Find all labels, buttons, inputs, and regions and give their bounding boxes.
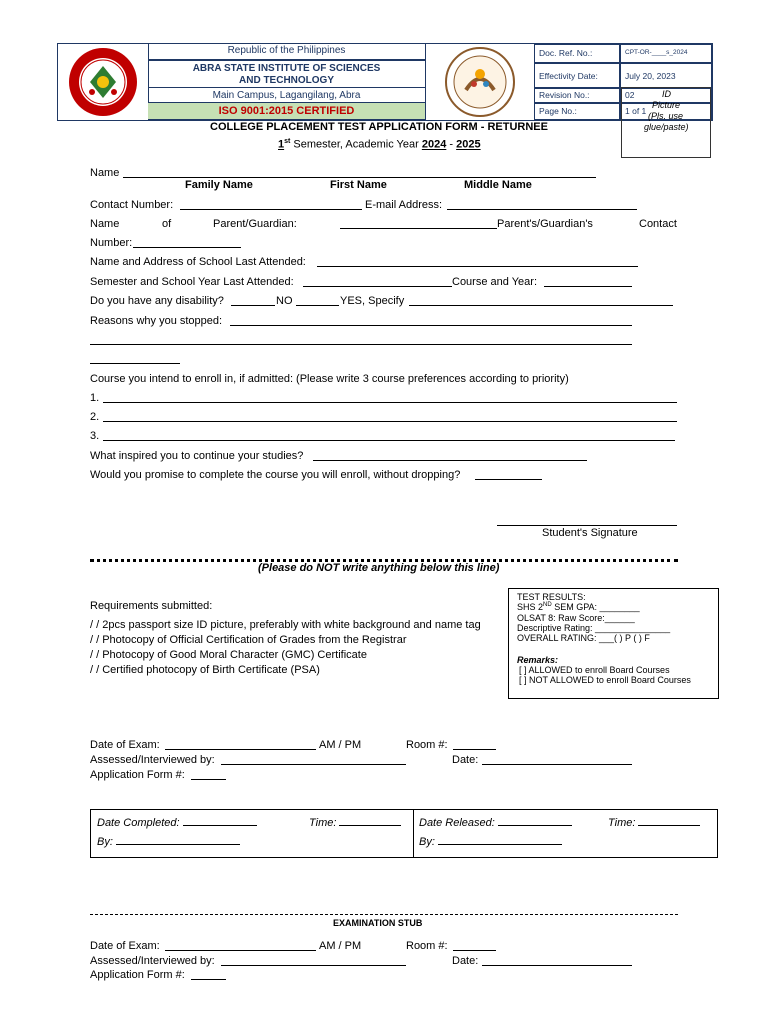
requirement-item: / / 2pcs passport size ID picture, preferably with white background and name tag [90,619,481,631]
disability-label: Do you have any disability? [90,295,224,307]
middle-name-caption: Middle Name [464,179,532,191]
contact-number-label: Contact Number: [90,199,174,211]
parent-number-label: Number: [90,237,133,249]
stub-date-field[interactable] [482,955,632,966]
disability-no-label: NO [276,295,293,307]
choice-number: 3. [90,430,100,442]
descriptive-rating-line: Descriptive Rating: _______________ [517,623,671,633]
email-label: E-mail Address: [365,199,443,211]
school-name: ABRA STATE INSTITUTE OF SCIENCES AND TECHNOLOGY [148,60,426,88]
email-field[interactable] [447,199,637,210]
revision-value: 02 [620,88,712,103]
school-last-attended-field[interactable] [317,256,638,267]
effectivity-value: July 20, 2023 [620,63,712,88]
course-choice-field[interactable] [103,411,677,422]
stub-ampm-label: AM / PM [319,940,362,952]
examination-stub-title: EXAMINATION STUB [333,918,423,928]
time-released-label: Time: [608,815,700,829]
promise-field[interactable] [475,469,542,480]
school-seal-logo [58,44,149,120]
id-picture-label: (Pls. use [648,111,684,121]
parent-name-field[interactable] [340,218,497,229]
stub-exam-date-field[interactable] [165,940,316,951]
guidance-office-logo [426,44,535,120]
stub-application-form-field[interactable] [191,969,226,980]
requirements-label: Requirements submitted: [90,600,213,612]
application-form-label: Application Form #: [90,769,185,781]
first-name-caption: First Name [330,179,387,191]
parent-contact-label: Contact [639,218,677,230]
inspired-label: What inspired you to continue your studies? [90,450,304,462]
parent-contact-label: Parent's/Guardian's [497,218,593,230]
overall-rating-line: OVERALL RATING: ___( ) P ( ) F [517,633,650,643]
date-completed-label: Date Completed: [97,815,257,829]
republic-line: Republic of the Philippines [148,43,426,60]
remarks-label: Remarks: [517,655,559,665]
exam-date-field[interactable] [165,739,316,750]
released-by-label: By: [419,834,562,848]
stub-cut-line [90,914,678,915]
course-intent-label: Course you intend to enroll in, if admitted: (Please write 3 course preferences according to priority) [90,373,569,385]
ampm-label: AM / PM [319,739,362,751]
date-released-label: Date Released: [419,815,572,829]
exam-date-label: Date of Exam: [90,739,160,751]
completed-by-label: By: [97,834,240,848]
allowed-option[interactable]: [ ] ALLOWED to enroll Board Courses [519,665,670,675]
not-allowed-option[interactable]: [ ] NOT ALLOWED to enroll Board Courses [519,675,691,685]
course-choice-field[interactable] [103,430,675,441]
school-last-attended-label: Name and Address of School Last Attended: [90,256,306,268]
form-title: COLLEGE PLACEMENT TEST APPLICATION FORM - RETURNEE [210,121,548,133]
requirement-item: / / Photocopy of Official Certification of Grades from the Registrar [90,634,407,646]
choice-number: 2. [90,411,100,423]
requirement-item: / / Certified photocopy of Birth Certificate (PSA) [90,664,320,676]
course-choice-field[interactable] [103,392,677,403]
name-label: Name [90,167,120,179]
contact-number-field[interactable] [180,199,362,210]
inspired-field[interactable] [313,450,587,461]
promise-label: Would you promise to complete the course you will enroll, without dropping? [90,469,461,481]
signature-field[interactable] [497,515,677,526]
test-results-box [508,588,719,699]
stub-assessed-label: Assessed/Interviewed by: [90,955,215,967]
reasons-label: Reasons why you stopped: [90,315,223,327]
room-label: Room #: [406,739,448,751]
time-completed-label: Time: [309,815,401,829]
parent-number-field[interactable] [133,237,241,248]
stub-assessed-field[interactable] [221,955,406,966]
stub-exam-date-label: Date of Exam: [90,940,160,952]
parent-label-word: Name [90,218,120,230]
assessed-label: Assessed/Interviewed by: [90,754,215,766]
id-picture-label: glue/paste) [644,122,689,132]
course-year-field[interactable] [544,276,632,287]
disability-specify-field[interactable] [409,295,673,306]
test-results-title: TEST RESULTS: [517,592,586,602]
reasons-field[interactable] [90,334,632,345]
shs-gpa-line: SHS 2ND SEM GPA: ________ [517,602,640,612]
iso-certified-badge: ISO 9001:2015 CERTIFIED [148,102,426,120]
course-year-label: Course and Year: [452,276,538,288]
signature-label: Student's Signature [542,527,638,539]
campus-line: Main Campus, Lagangilang, Abra [148,87,426,103]
do-not-write-notice: (Please do NOT write anything below this line) [258,562,500,574]
reasons-field[interactable] [230,315,632,326]
doc-ref-label: Doc. Ref. No.: [534,44,620,63]
revision-label: Revision No.: [534,88,620,103]
assessed-field[interactable] [221,754,406,765]
name-field[interactable] [123,167,596,178]
room-field[interactable] [453,739,496,750]
semester-sy-label: Semester and School Year Last Attended: [90,276,294,288]
document-header [57,43,713,121]
requirement-item: / / Photocopy of Good Moral Character (GMC) Certificate [90,649,367,661]
application-form-field[interactable] [191,769,226,780]
semester-sy-field[interactable] [303,276,452,287]
choice-number: 1. [90,392,100,404]
id-picture-label: Picture [652,100,681,110]
stub-room-label: Room #: [406,940,448,952]
doc-ref-value: CPT-OR-____s_2024 [620,44,712,63]
stub-application-form-label: Application Form #: [90,969,185,981]
date-field[interactable] [482,754,632,765]
page-label: Page No.: [534,103,620,120]
stub-room-field[interactable] [453,940,496,951]
completion-box [90,809,718,858]
date-label: Date: [452,754,479,766]
disability-yes-label: YES, Specify [340,295,405,307]
olsat-line: OLSAT 8: Raw Score:______ [517,613,635,623]
effectivity-label: Effectivity Date: [534,63,620,88]
family-name-caption: Family Name [185,179,253,191]
page-value: 1 of 1 [620,103,712,120]
id-picture-box [621,87,711,158]
reasons-field[interactable] [90,353,180,364]
stub-date-label: Date: [452,955,479,967]
parent-label-word: of [162,218,172,230]
parent-label-word: Parent/Guardian: [213,218,297,230]
disability-no-field[interactable] [231,295,275,306]
semester-line: 1st Semester, Academic Year 2024 - 2025 [278,138,481,151]
id-picture-label: ID [662,89,671,99]
disability-yes-field[interactable] [296,295,339,306]
